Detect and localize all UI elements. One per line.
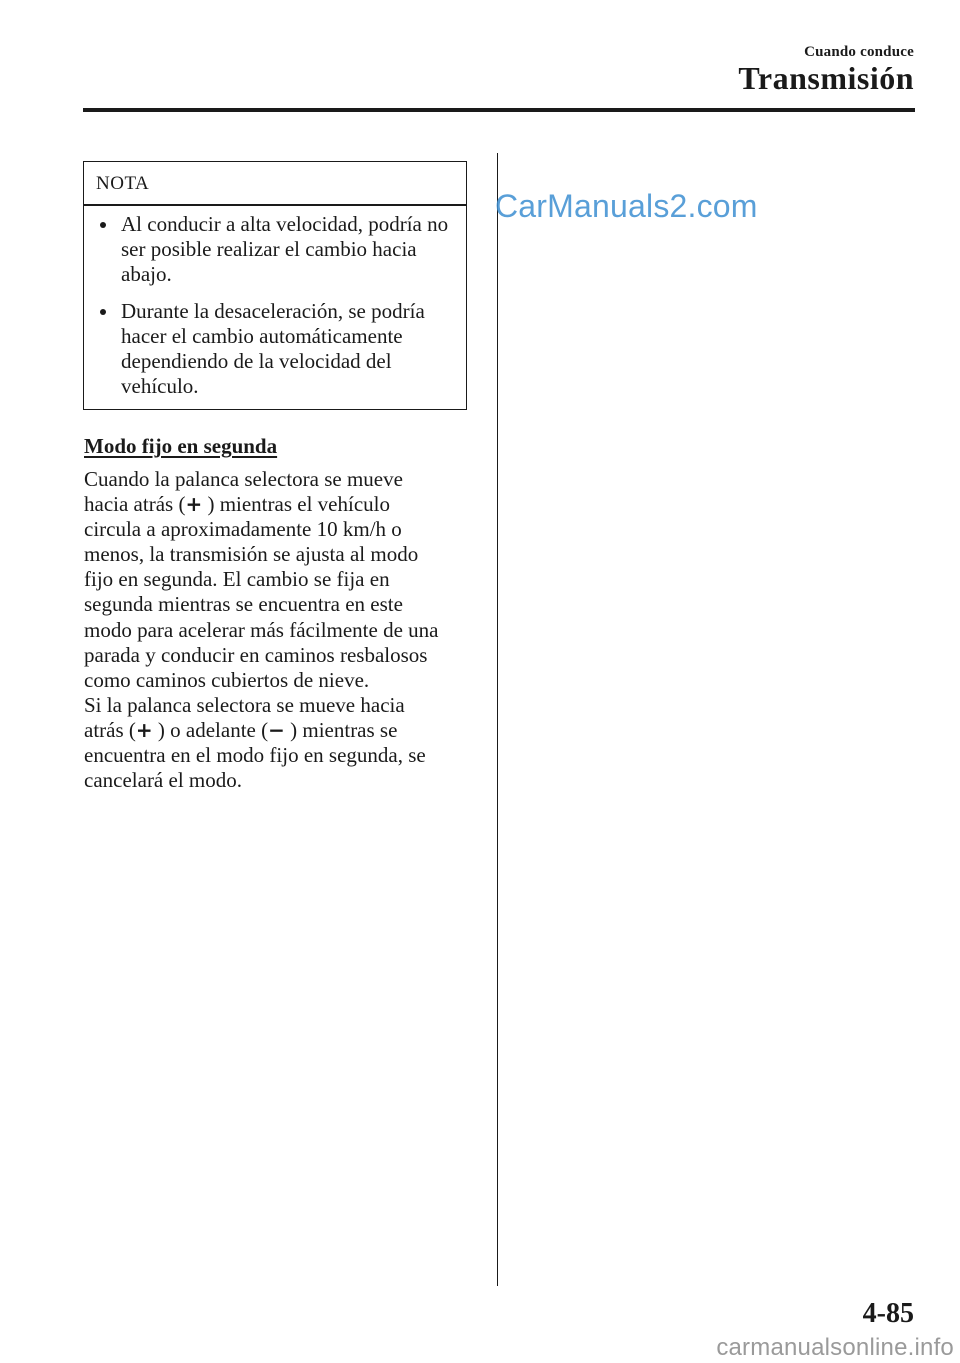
column-divider bbox=[497, 153, 498, 1286]
header-rule bbox=[83, 108, 915, 112]
body-paragraph bbox=[84, 467, 484, 793]
body-text-part: ) mientras el vehículo circula a aproximadamente 10 km/h o menos, la transmisión se ajusta al modo fijo en segunda. El cambio se fija en segunda mientras se encuentra en este modo para acelerar más fácilmente de una parada y conducir en caminos resbalosos como caminos cubiertos de nieve. Si la palanca selectora se mueve hacia atrás ( bbox=[84, 492, 439, 742]
note-item-text: Al conducir a alta velocidad, podría no ser posible realizar el cambio hacia abajo. bbox=[121, 212, 449, 286]
body-text-part: ) o adelante ( bbox=[152, 717, 269, 742]
page-number: 4-85 bbox=[862, 1298, 914, 1329]
watermark-bottom: carmanualsonline.info bbox=[716, 1334, 954, 1361]
note-rule bbox=[84, 204, 466, 206]
bullet-icon bbox=[100, 309, 106, 315]
plus-icon: + bbox=[185, 492, 203, 517]
body-text-part: ) mientras se encuentra en el modo fijo en segunda, se cancelará el modo. bbox=[84, 717, 426, 793]
header-section-label: Cuando conduce bbox=[804, 44, 914, 60]
plus-icon: + bbox=[135, 717, 153, 742]
note-box bbox=[83, 161, 467, 410]
body-text-part: Cuando la palanca selectora se mueve hacia atrás ( bbox=[84, 467, 403, 517]
note-title: NOTA bbox=[96, 173, 150, 194]
list-item bbox=[94, 299, 456, 399]
page-title: Transmisión bbox=[738, 60, 914, 96]
note-list bbox=[94, 212, 456, 411]
note-item-text: Durante la desaceleración, se podría hacer el cambio automáticamente dependiendo de la velocidad del vehículo. bbox=[121, 299, 425, 398]
bullet-icon bbox=[100, 222, 106, 228]
list-item bbox=[94, 212, 456, 287]
watermark-top: CarManuals2.com bbox=[495, 188, 758, 224]
section-heading: Modo fijo en segunda bbox=[84, 434, 278, 458]
minus-icon: − bbox=[268, 717, 285, 742]
